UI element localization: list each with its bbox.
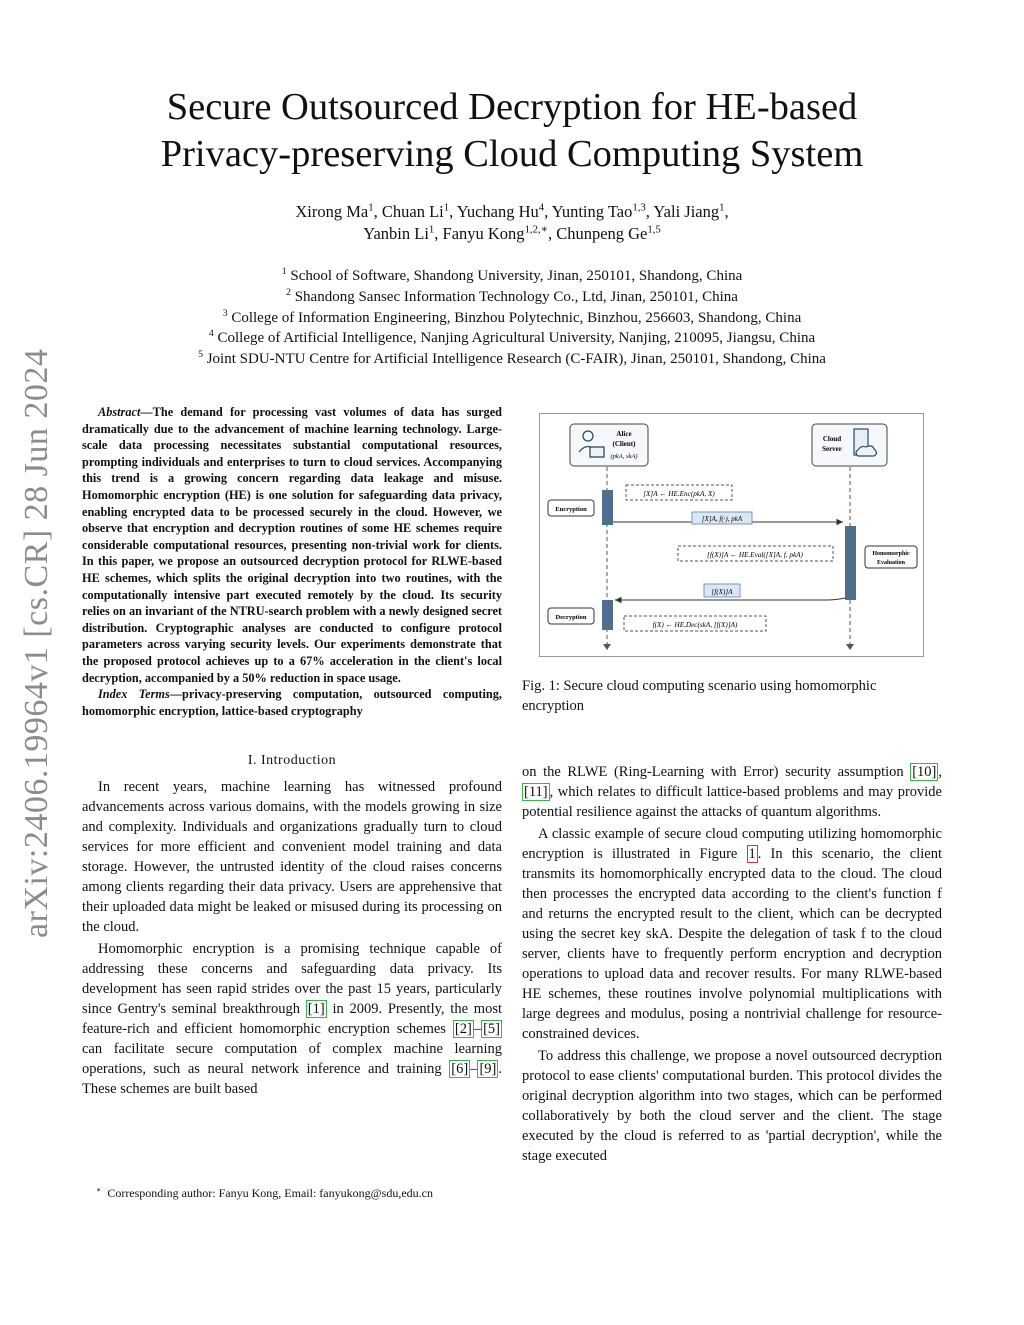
citation-link[interactable]: [1]: [307, 1001, 325, 1018]
affiliation: $^4$ College of Artificial Intelligence, Nanjing Agricultural University, Nanjing, 210095, Jiangsu, China: [208, 328, 816, 347]
figure-caption: Fig. 1: Secure cloud computing scenario using homomorphic encryption: [522, 678, 877, 714]
paper-title: [0, 84, 1024, 178]
paragraph: To address this challenge, we propose a novel outsourced decryption protocol to ease clients' computational burden. This protocol divides the original decryption algorithm into two stages, which can be performed collaboratively by both the cloud server and the client. The stage executed by the cloud is referred to as 'partial decryption', while the stage executed: [522, 1048, 942, 1164]
citation-link[interactable]: [9]: [479, 1061, 497, 1078]
right-column: [522, 760, 942, 1166]
alice-label: Alice: [616, 430, 632, 438]
title-line-1: Secure Outsourced Decryption for HE-based: [166, 86, 858, 128]
encryption-label: Encryption: [555, 506, 587, 513]
left-column: [82, 404, 502, 1099]
author: Fanyu Kong: [442, 224, 525, 243]
cloud-label: Cloud: [822, 435, 842, 443]
dec-equation: f(X) ← HE.Dec(skA, [f(X)]A): [652, 621, 738, 629]
evaluation-activation: [845, 526, 856, 600]
paragraph: on the RLWE (Ring-Learning with Error) security assumption [10] , [11] , which relates to difficult lattice-based problems and may provide potential resilience against the attacks of quantum algorithms.: [522, 764, 942, 820]
sequence-diagram: [540, 414, 925, 658]
citation-link[interactable]: [5]: [483, 1021, 500, 1038]
author: Xirong Ma: [295, 202, 369, 221]
server-label: Server: [822, 445, 842, 453]
intro-text: [82, 777, 502, 1099]
message-upload: [X]A, f(·), pkA: [701, 515, 743, 523]
citation-link[interactable]: [2]: [454, 1021, 472, 1038]
author: Chunpeng Ge: [556, 224, 648, 243]
decryption-label: Decryption: [555, 614, 587, 621]
index-terms-lead: Index Terms: [98, 687, 170, 702]
paragraph: Homomorphic encryption is a promising technique capable of addressing these concerns and safeguarding data privacy. Its development has seen rapid strides over the past 15 years, particularly since Gentry's seminal breakthrough [1] in 2009. Presently, the most feature-rich and efficient homomorphic encryption schemes [2] – [5] can facilitate secure computation of complex machine learning operations, such as neural network inference and training [6] – [9] . These schemes are built based: [82, 941, 502, 1098]
author: Chuan Li: [381, 202, 444, 221]
affiliation-list: [0, 266, 1024, 370]
author: Yunting Tao: [551, 202, 633, 221]
paragraph: A classic example of secure cloud computing utilizing homomorphic encryption is illustrated in Figure 1 . In this scenario, the client transmits its homomorphically encrypted data to the cloud. The cloud then processes the encrypted data according to the client's function f and returns the encrypted result to the client, which can be decrypted using the secret key skA. Despite the delegation of task f to the cloud server, clients have to frequently perform encryption and decryption operations to upload data and recover results. For many RLWE-based HE schemes, these routines involve polynomial multiplications with large degrees and modulus, posing a nontrivial challenge for resource-constrained devices.: [522, 826, 942, 1042]
citation-link[interactable]: [6]: [451, 1061, 469, 1078]
affiliation: $^1$ School of Software, Shandong University, Jinan, 250101, Shandong, China: [281, 266, 743, 284]
encryption-activation: [602, 490, 613, 525]
homomorphic-label: Homomorphic: [872, 551, 910, 557]
client-label: (Client): [612, 440, 636, 448]
decryption-activation: [602, 600, 613, 630]
enc-equation: [X]A ← HE.Enc(pkA, X): [643, 490, 715, 498]
author: Yali Jiang: [653, 202, 720, 221]
message-result: [f(X)]A: [711, 588, 733, 596]
arxiv-side-stamp: arXiv:2406.19964v1 [cs.CR] 28 Jun 2024: [18, 348, 55, 938]
section-heading: I. Introduction: [247, 753, 337, 769]
author: Yuchang Hu: [456, 202, 539, 221]
figure-link[interactable]: 1: [748, 846, 756, 862]
title-line-2: Privacy-preserving Cloud Computing System: [160, 133, 864, 175]
footnote: ∗ Corresponding author: Fanyu Kong, Email: fanyukong@sdu,edu.cn: [96, 1185, 433, 1200]
eval-equation: [f(X)]A ← HE.Eval([X]A, f, pkA): [707, 551, 803, 559]
abstract: Abstract—The demand for processing vast volumes of data has surged dramatically due to the advancement of machine learning technology. Large-scale data processing necessitates substantial computational resources, prompting individuals and enterprises to turn to cloud services. Accompanying this trend is a growing concern regarding data leakage and misuse. Homomorphic encryption (HE) is one solution for safeguarding data privacy, enabling encrypted data to be processed securely in the cloud. However, we observe that encryption and decryption routines of some HE schemes require considerable computational resources, presenting non-trivial work for clients. In this paper, we propose an outsourced decryption protocol for RLWE-based HE schemes, which splits the original decryption into two routines, with the computationally intensive part executed remotely by the cloud. Its security relies on an invariant of the NTRU-search problem with a newly designed secret distribution. Cryptographic analyses are conducted to configure protocol parameters across varying security levels. Our experiments demonstrate that the proposed protocol achieves up to a 67% acceleration in the client's local decryption, accompanied by a 50% reduction in space usage. Index Terms—privacy-preserving computation, outsourced computing, homomorphic encryption, lattice-based cryptography: [82, 405, 502, 718]
abstract-body: The demand for processing vast volumes of data has surged dramatically due to the advancement of machine learning technology. Large-scale data processing necessitates substantial computational resources, prompting individuals and enterprises to turn to cloud services. Accompanying this trend is a growing concern regarding data leakage and misuse. Homomorphic encryption (HE) is one solution for safeguarding data privacy, enabling encrypted data to be processed securely in the cloud. However, we observe that encryption and decryption routines of some HE schemes require considerable computational resources, presenting non-trivial work for clients. In this paper, we propose an outsourced decryption protocol for RLWE-based HE schemes, which splits the original decryption into two routines, with the computationally intensive part executed remotely by the cloud. Its security relies on an invariant of the NTRU-search problem with a newly designed secret distribution. Cryptographic analyses are conducted to configure protocol parameters across varying security levels. Our experiments demonstrate that the proposed protocol achieves up to a 67% acceleration in the client's local decryption, accompanied by a 50% reduction in space usage.: [82, 405, 502, 685]
figure-1: [539, 413, 924, 657]
evaluation-label: Evaluation: [876, 560, 906, 566]
author-list: Xirong Ma$^1$, Chuan Li$^1$, Yuchang Hu$^4$, Yunting Tao$^{1,3}$, Yali Jiang$^1$, Yanbin Li$^1$, Fanyu Kong$^{1,2,∗}$, Chunpeng Ge$^{1,5}$: [295, 201, 729, 243]
affiliation: $^3$ College of Information Engineering, Binzhou Polytechnic, Binzhou, 256603, Shandong, China: [222, 307, 802, 326]
index-terms-body: privacy-preserving computation, outsourced computing, homomorphic encryption, lattice-based cryptography: [82, 687, 502, 718]
affiliation: $^5$ Joint SDU-NTU Centre for Artificial Intelligence Research (C-FAIR), Jinan, 250101, Shandong, China: [198, 349, 826, 368]
abstract-lead: Abstract: [98, 405, 141, 419]
citation-link[interactable]: [11]: [524, 784, 548, 800]
author: Yanbin Li: [363, 224, 429, 243]
affiliation: $^2$ Shandong Sansec Information Technology Co., Ltd, Jinan, 250101, China: [286, 286, 738, 305]
citation-link[interactable]: [10]: [912, 764, 937, 780]
keys-label: (pkA, skA): [610, 453, 638, 460]
paragraph: In recent years, machine learning has witnessed profound advancements across various domains, with the models growing in size and complexity. Individuals and organizations gradually turn to cloud services for more efficient and convenient model training and data storage. However, the untrusted identity of the cloud raises concerns among clients regarding their data privacy. Users are apprehensive that their uploaded data might be leaked or misused during its processing on the cloud.: [82, 779, 502, 936]
